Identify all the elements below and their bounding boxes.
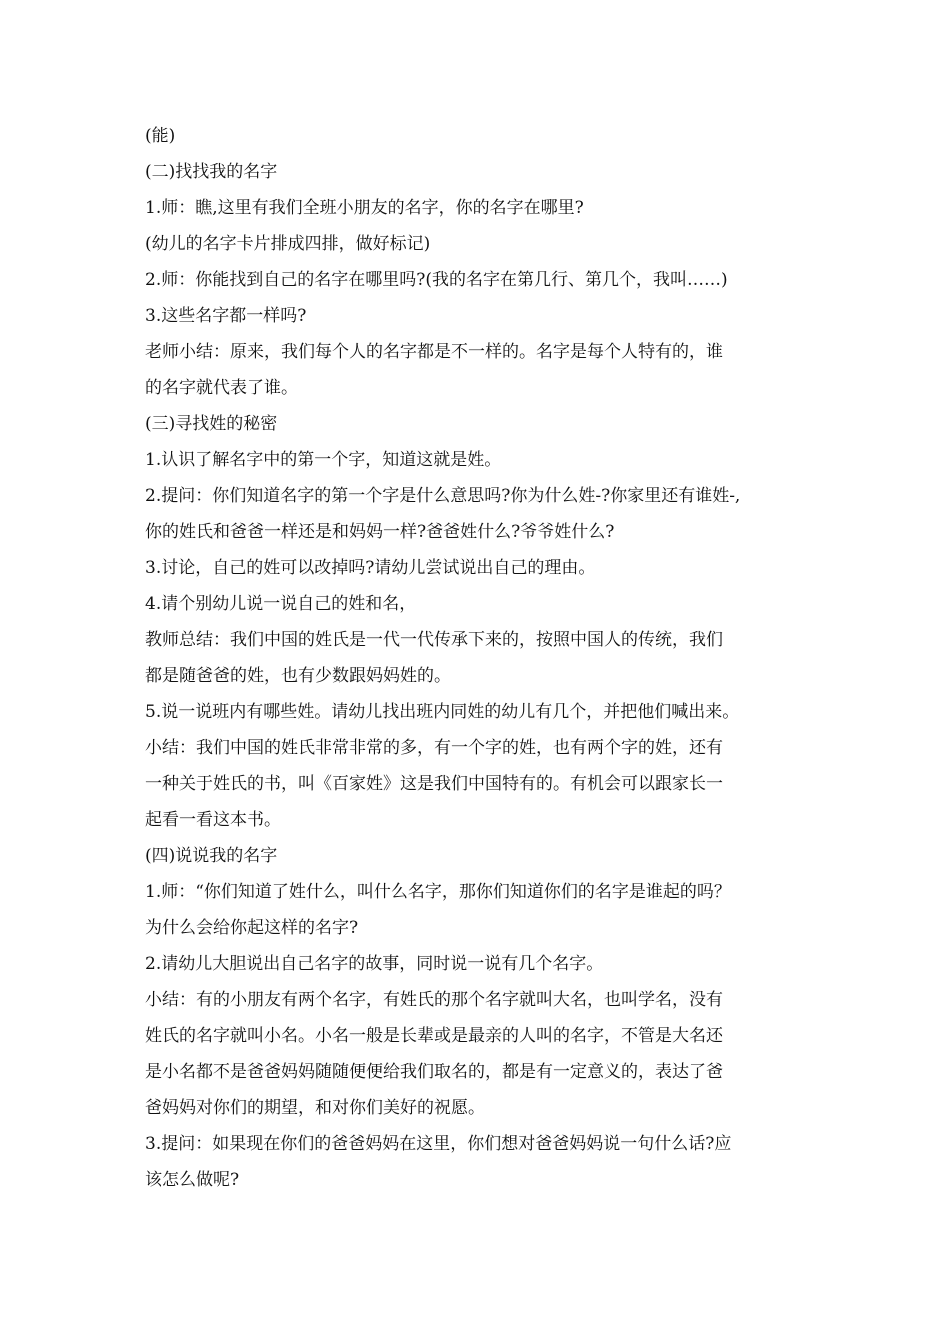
- text-line-24: 2.请幼儿大胆说出自己名字的故事，同时说一说有几个名字。: [145, 954, 604, 974]
- text-line-15: 教师总结：我们中国的姓氏是一代一代传承下来的，按照中国人的传统，我们: [145, 630, 723, 650]
- text-line-12: 你的姓氏和爸爸一样还是和妈妈一样?爸爸姓什么?爷爷姓什么?: [145, 522, 615, 542]
- text-line-7: 老师小结：原来，我们每个人的名字都是不一样的。名字是每个人特有的，谁: [145, 342, 723, 362]
- text-line-29: 3.提问：如果现在你们的爸爸妈妈在这里，你们想对爸爸妈妈说一句什么话?应: [145, 1134, 732, 1154]
- text-line-25: 小结：有的小朋友有两个名字，有姓氏的那个名字就叫大名，也叫学名，没有: [145, 990, 723, 1010]
- text-line-17: 5.说一说班内有哪些姓。请幼儿找出班内同姓的幼儿有几个，并把他们喊出来。: [145, 702, 740, 722]
- text-line-26: 姓氏的名字就叫小名。小名一般是长辈或是最亲的人叫的名字，不管是大名还: [145, 1026, 723, 1046]
- section-heading-4: (四)说说我的名字: [145, 846, 278, 866]
- text-line-22: 1.师：“你们知道了姓什么，叫什么名字，那你们知道你们的名字是谁起的吗？: [145, 882, 731, 902]
- text-line-16: 都是随爸爸的姓，也有少数跟妈妈姓的。: [145, 666, 451, 686]
- text-line-6: 3.这些名字都一样吗?: [145, 306, 307, 326]
- text-line-13: 3.讨论，自己的姓可以改掉吗?请幼儿尝试说出自己的理由。: [145, 558, 596, 578]
- text-line-19: 一种关于姓氏的书，叫《百家姓》这是我们中国特有的。有机会可以跟家长一: [145, 774, 723, 794]
- text-line-1: (能): [145, 126, 176, 146]
- section-heading-2: (二)找找我的名字: [145, 162, 278, 182]
- text-line-4: (幼儿的名字卡片排成四排，做好标记): [145, 234, 431, 254]
- text-line-28: 爸妈妈对你们的期望，和对你们美好的祝愿。: [145, 1098, 485, 1118]
- text-line-3: 1.师：瞧,这里有我们全班小朋友的名字，你的名字在哪里?: [145, 198, 584, 218]
- text-line-20: 起看一看这本书。: [145, 810, 281, 830]
- text-line-18: 小结：我们中国的姓氏非常非常的多，有一个字的姓，也有两个字的姓，还有: [145, 738, 723, 758]
- document-body: [145, 118, 810, 1198]
- text-line-11: 2.提问：你们知道名字的第一个字是什么意思吗?你为什么姓-?你家里还有谁姓-,: [145, 486, 741, 506]
- text-line-10: 1.认识了解名字中的第一个字，知道这就是姓。: [145, 450, 502, 470]
- text-line-23: 为什么会给你起这样的名字?: [145, 918, 359, 938]
- text-line-30: 该怎么做呢?: [145, 1170, 240, 1190]
- text-line-5: 2.师：你能找到自己的名字在哪里吗?(我的名字在第几行、第几个，我叫……): [145, 270, 728, 290]
- text-line-8: 的名字就代表了谁。: [145, 378, 298, 398]
- text-line-14: 4.请个别幼儿说一说自己的姓和名，: [145, 594, 417, 614]
- text-line-27: 是小名都不是爸爸妈妈随随便便给我们取名的，都是有一定意义的，表达了爸: [145, 1062, 723, 1082]
- section-heading-3: (三)寻找姓的秘密: [145, 414, 278, 434]
